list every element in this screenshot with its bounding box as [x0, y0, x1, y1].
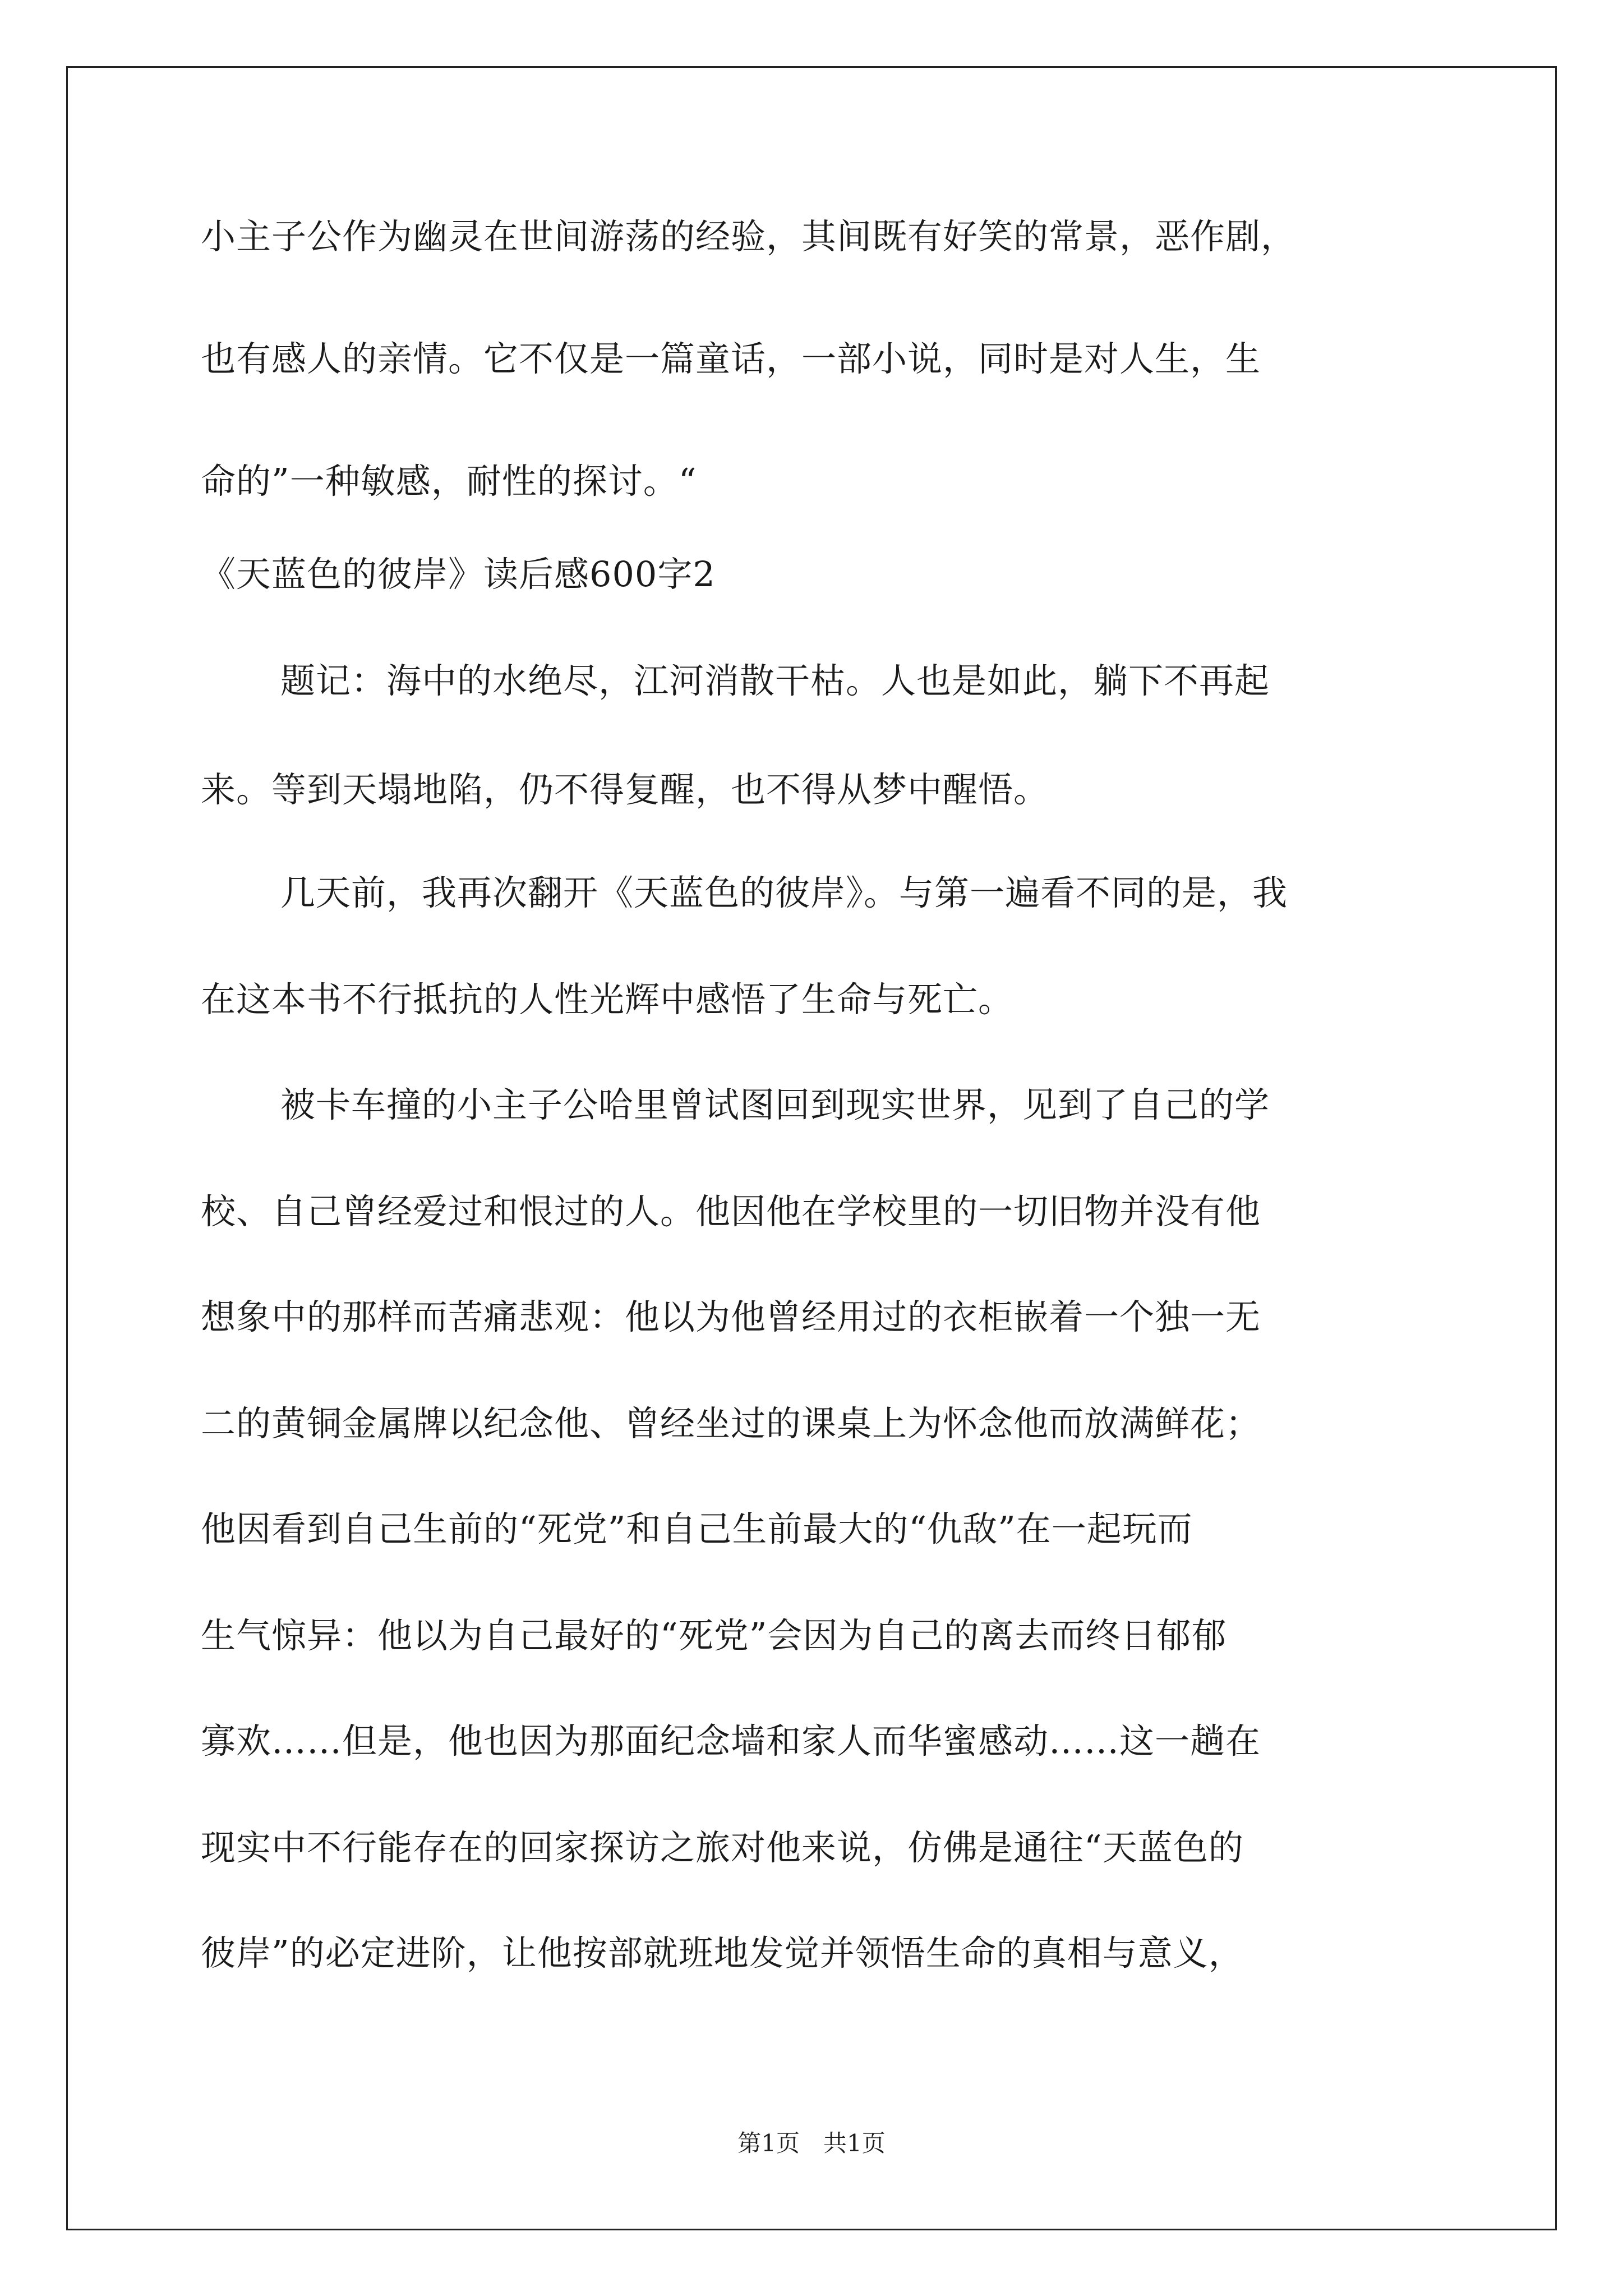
- body-line: 想象中的那样而苦痛悲观：他以为他曾经用过的衣柜嵌着一个独一无: [201, 1296, 1261, 1337]
- body-line: 在这本书不行抵抗的人性光辉中感悟了生命与死亡。: [201, 979, 1014, 1020]
- body-line: 他因看到自己生前的“死党”和自己生前最大的“仇敌”在一起玩而: [201, 1508, 1193, 1549]
- body-line: 生气惊异：他以为自己最好的“死党”会因为自己的离去而终日郁郁: [201, 1615, 1227, 1656]
- body-line: 小主子公作为幽灵在世间游荡的经验，其间既有好笑的常景，恶作剧，: [201, 216, 1297, 257]
- body-line: 校、自己曾经爱过和恨过的人。他因他在学校里的一切旧物并没有他: [201, 1191, 1261, 1232]
- body-line: 被卡车撞的小主子公哈里曾试图回到现实世界，见到了自己的学: [280, 1084, 1270, 1125]
- body-line: 现实中不行能存在的回家探访之旅对他来说，仿佛是通往“天蓝色的: [201, 1827, 1244, 1868]
- body-line: 二的黄铜金属牌以纪念他、曾经坐过的课桌上为怀念他而放满鲜花；: [201, 1403, 1261, 1444]
- body-line: 彼岸”的必定进阶，让他按部就班地发觉并领悟生命的真相与意义，: [201, 1932, 1244, 1973]
- page-number: 第1页 共1页: [737, 2129, 886, 2157]
- section-heading: 《天蓝色的彼岸》读后感600字2: [201, 554, 716, 595]
- body-line: 几天前，我再次翻开《天蓝色的彼岸》。与第一遍看不同的是，我: [280, 872, 1288, 913]
- page-border: [66, 66, 1557, 2230]
- body-line: 也有感人的亲情。它不仅是一篇童话，一部小说，同时是对人生，生: [201, 338, 1261, 379]
- body-line: 寡欢……但是，他也因为那面纪念墙和家人而华蜜感动……这一趟在: [201, 1720, 1261, 1761]
- body-line: 来。等到天塌地陷，仍不得复醒，也不得从梦中醒悟。: [201, 769, 1049, 810]
- body-line: 命的”一种敏感，耐性的探讨。“: [201, 461, 697, 501]
- body-line: 题记：海中的水绝尽，江河消散干枯。人也是如此，躺下不再起: [280, 660, 1270, 701]
